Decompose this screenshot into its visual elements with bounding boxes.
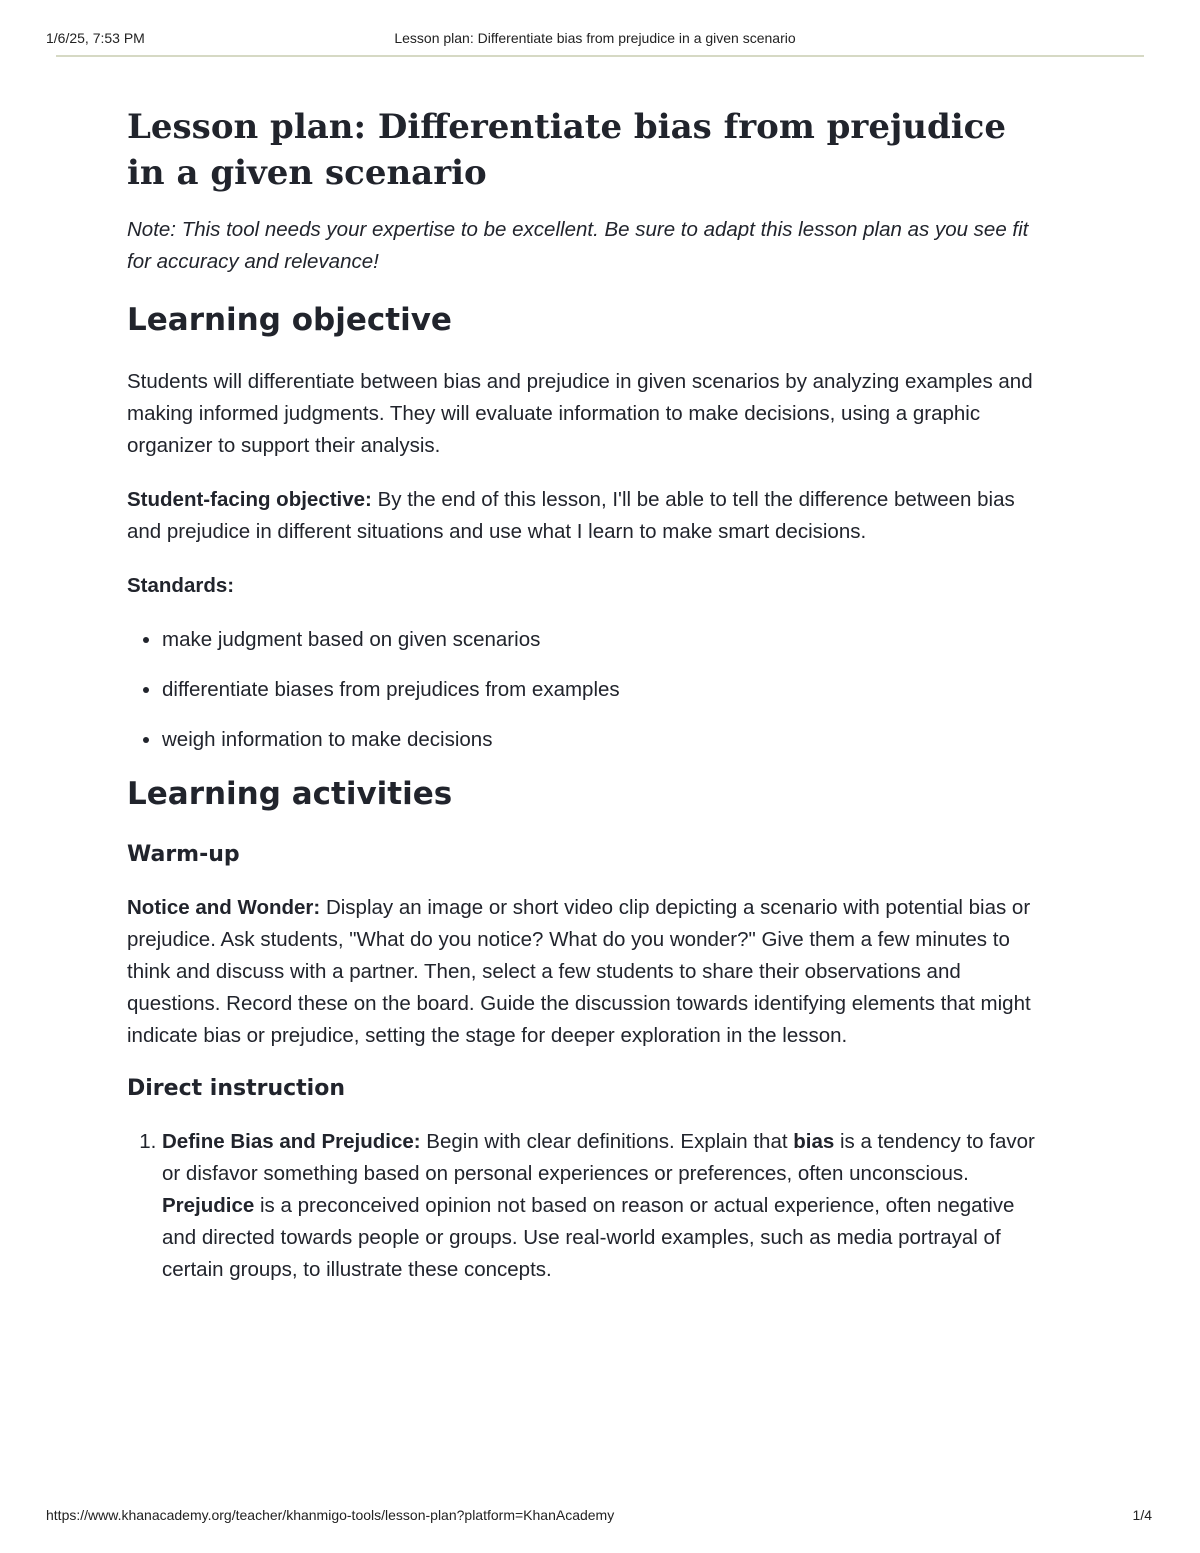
print-footer — [46, 1507, 1152, 1527]
bias-term: bias — [793, 1130, 835, 1153]
direct-instruction-heading: Direct instruction — [127, 1076, 345, 1101]
standards-label: Standards: — [127, 574, 235, 597]
print-header — [46, 30, 1144, 50]
define-text-a: Begin with clear definitions. Explain that — [420, 1130, 794, 1153]
student-facing-objective — [127, 484, 1042, 548]
standards-list — [127, 624, 1042, 756]
direct-instruction-list — [127, 1126, 1042, 1286]
objective-paragraph: Students will differentiate between bias and prejudice in given scenarios by analyzing examples and making informed judgments. They will evaluate information to make decisions, using a graphic organizer to support their analysis. — [127, 370, 1033, 457]
warmup-heading: Warm-up — [127, 842, 240, 867]
instruction-item — [162, 1126, 1042, 1286]
define-label: Define Bias and Prejudice: — [162, 1130, 421, 1153]
standards-item: • differentiate biases from prejudices from examples — [162, 674, 1042, 706]
define-text-b: is a tendency to favor or disfavor something based on personal experiences or preferences, often unconscious. — [162, 1130, 1035, 1185]
learning-objective-heading: Learning objective — [127, 302, 452, 338]
learning-activities-section — [127, 774, 1042, 1286]
lesson-title: Lesson plan: Differentiate bias from prejudice in a given scenario — [127, 107, 1007, 193]
notice-wonder-label: Notice and Wonder: — [127, 896, 321, 919]
print-title: Lesson plan: Differentiate bias from prejudice in a given scenario — [394, 30, 796, 46]
standards-label-paragraph — [127, 570, 1042, 602]
page-number: 1/4 — [1132, 1507, 1152, 1523]
page-url: https://www.khanacademy.org/teacher/khanmigo-tools/lesson-plan?platform=KhanAcademy — [46, 1507, 615, 1523]
student-facing-label: Student-facing objective: — [127, 488, 372, 511]
learning-objective-section — [127, 300, 1042, 756]
learning-activities-heading: Learning activities — [127, 776, 453, 812]
warmup-paragraph — [127, 892, 1042, 1052]
standards-item: • make judgment based on given scenarios — [162, 624, 1042, 656]
lesson-content — [127, 104, 1042, 1286]
print-date: 1/6/25, 7:53 PM — [46, 30, 145, 46]
student-facing-text: By the end of this lesson, I'll be able to tell the difference between bias and prejudice in different situations and use what I learn to make smart decisions. — [127, 488, 1015, 543]
lesson-note: Note: This tool needs your expertise to be excellent. Be sure to adapt this lesson plan as you see fit for accuracy and relevance! — [127, 218, 1029, 273]
define-text-c: is a preconceived opinion not based on reason or actual experience, often negative and directed towards people or groups. Use real-world examples, such as media portrayal of certain groups, to illustrate these concepts. — [162, 1194, 1015, 1281]
standards-item: • weigh information to make decisions — [162, 724, 1042, 756]
prejudice-term: Prejudice — [162, 1194, 255, 1217]
warmup-text: Display an image or short video clip depicting a scenario with potential bias or prejudice. Ask students, "What do you notice? What do you wonder?" Give them a few minutes to think and discuss with a partner. Then, select a few students to share their observations and questions. Record these on the board. Guide the discussion towards identifying elements that might indicate bias or prejudice, setting the stage for deeper exploration in the lesson. — [127, 896, 1031, 1047]
header-divider — [56, 55, 1144, 57]
